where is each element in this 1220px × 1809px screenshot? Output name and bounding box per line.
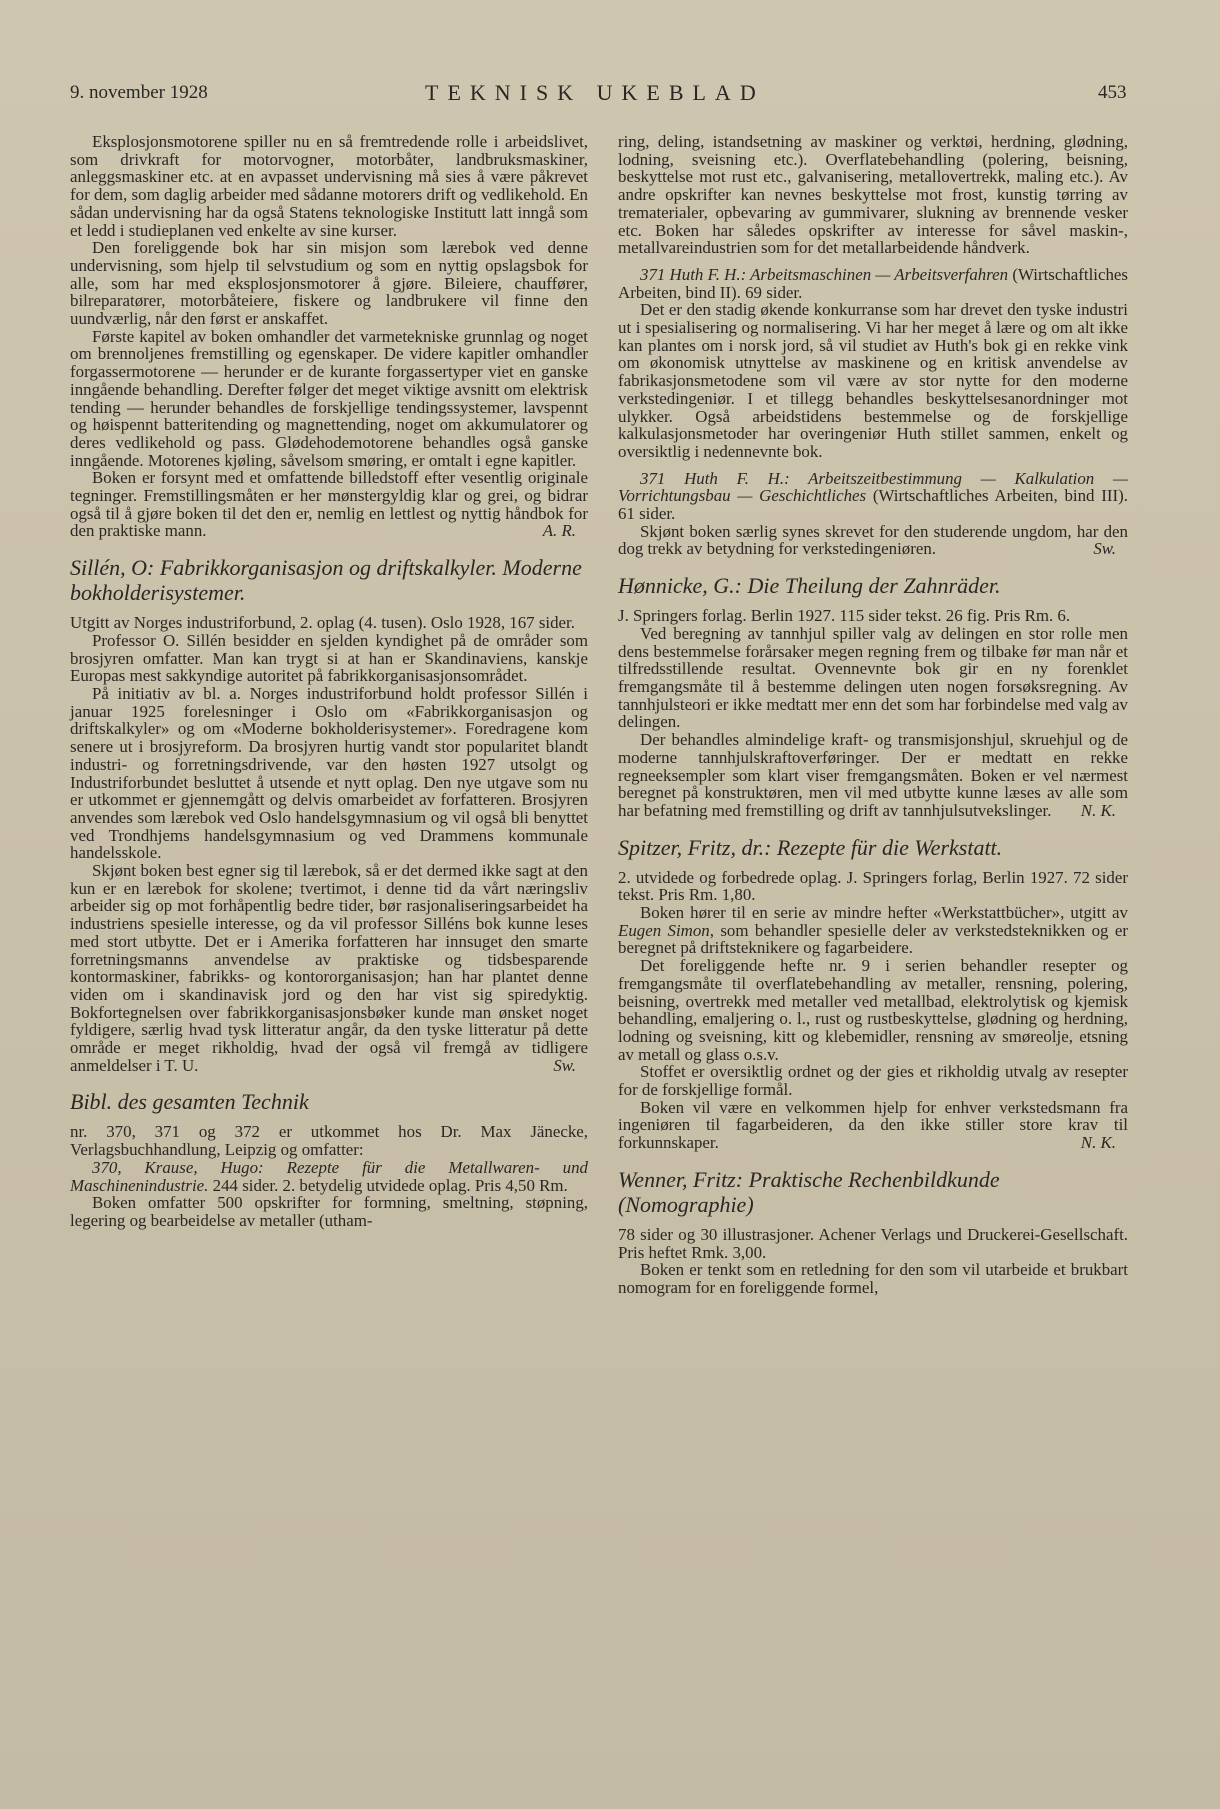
paragraph: Stoffet er oversiktlig ordnet og der gies et rikholdig utvalg av resepter for de forskjellige formål.: [618, 1062, 1128, 1100]
paragraph: Boken er tenkt som en retledning for den som vil utarbeide et brukbart nomogram for en foreliggende formel,: [618, 1260, 1128, 1297]
review-title-spitzer: Spitzer, Fritz, dr.: Rezepte für die Werkstatt.: [618, 834, 1003, 860]
paragraph: nr. 370, 371 og 372 er utkommet hos Dr. Max Jänecke, Verlagsbuchhandlung, Leipzig og omfatter:: [70, 1122, 588, 1160]
paragraph: Ved beregning av tannhjul spiller valg av delingen en stor rolle men dens bestemmelse forårsaker megen regning frem og tilbake før man når et tilfredsstillende resultat. Ovennevnte bok gir en ny forenklet fremgangsmåte til å bestemme delingen uten nogen forsøksregning. Av tannhjulsteori er ikke medtatt mer enn det som har forbindelse med valg av delingen.: [618, 623, 1128, 732]
paragraph: Første kapitel av boken omhandler det varmetekniske grunnlag og noget om brennoljenes fremstilling og egenskaper. De videre kapitler omhandler forgassermotorene — herunder er de kurante forgassertyper viet en ganske inngående behandling. Derefter følger det meget viktige avsnitt om elektrisk tending — herunder behandles de forskjellige tendingssystemer, lavspennt og høispennt batteritending og magnettending, noget om akkumulatorer og deres vedlikehold og pass. Glødehodemotorene behandles også ganske inngående. Motorenes kjøling, såvelsom smøring, er omtalt i egne kapitler.: [70, 326, 588, 470]
paragraph: På initiativ av bl. a. Norges industriforbund holdt professor Sillén i januar 1925 forelesninger i Oslo om «Fabrikkorganisasjon og driftskalkyler» og om «Moderne bokholderisystemer». Foredragene kom senere ut i brosjyreform. Da brosjyren hurtig vandt stor popularitet blandt industri- og forretningsdrivende, var den høsten 1927 utsolgt og Industriforbundet besluttet å utsende et nytt oplag. Den nye utgave som nu er utkommet er gjennemgått og delvis omarbeidet av forfatteren. Brosjyren anvendes som lærebok ved Oslo handelsgymnasium og vil også bli benyttet ved Trondhjems handelsgymnasium og ved Drammens kommunale handelsskole.: [70, 683, 588, 863]
entry-details: (Wirtschaftliches Arbeiten, bind III). 61 sider.: [618, 486, 1128, 524]
paragraph: [70, 862, 588, 1074]
editor-name: Eugen Simon: [618, 920, 710, 940]
review-title-bibl: Bibl. des gesamten Technik: [70, 1089, 309, 1115]
entry-details: 244 sider. 2. betydelig utvidede oplag. Pris 4,50 Rm.: [208, 1175, 568, 1195]
entry-details: (Wirtschaftliches Arbeiten, bind II). 69 sider.: [618, 264, 1128, 302]
review-title-honnicke: Hønnicke, G.: Die Theilung der Zahnräder.: [618, 573, 1001, 599]
paragraph-text: Boken er forsynt med et omfattende billedstoff efter vesentlig originale tegninger. Fremstillingsmåten er her mønstergyldig klar og grei, og bidrar også til å gjøre boken til det den er, nemlig en lettlest og nyttig håndbok for den praktiske mann.: [70, 468, 588, 541]
reviewer-signature: Sw.: [1093, 539, 1116, 559]
paragraph: [618, 523, 1128, 558]
left-column: [70, 133, 588, 1230]
paragraph-text: Der behandles almindelige kraft- og transmisjonshjul, skruehjul og de moderne tannhjulskraftoverføringer. Der er medtatt en rekke regneeksempler som klart viser fremgangsmåten. Boken er vel nærmest beregnet på konstruktøren, men vil med utbytte kunne læses av alle som har befatning med fremstilling og drift av tannhjulsutvekslinger.: [618, 730, 1128, 820]
header-page-number: 453: [1098, 82, 1127, 103]
reviewer-signature: N. K.: [1080, 1133, 1116, 1153]
reviewer-signature: A. R.: [542, 521, 576, 541]
publication-info: 2. utvidede og forbedrede oplag. J. Springers forlag, Berlin 1927. 72 sider tekst. Pris Rm. 1,80.: [618, 867, 1128, 905]
paragraph: Det foreliggende hefte nr. 9 i serien behandler resepter og fremgangsmåte til overflatebehandling av metaller, rensning, polering, beisning, overtrekk med metaller ved metallbad, elektrolytisk og kjemisk behandling, emaljering o. l., rust og rustbeskyttelse, glødning og herdning, lodning og sveisning, kitt og klebemidler, rensning av smøreolje, etsning av metall og glass o.s.v.: [618, 956, 1128, 1064]
paragraph: Den foreliggende bok har sin misjon som lærebok ved denne undervisning, som hjelp til selvstudium og som en nyttig opslagsbok for alle, som har med eksplosjonsmotorer å gjøre. Bileiere, chauffører, bilreparatører, motorbåteiere, fiskere og landbrukere vil finne den uundværlig, når den først er anskaffet.: [70, 238, 588, 329]
paragraph: [618, 1099, 1128, 1152]
reviewer-signature: N. K.: [1080, 800, 1116, 820]
entry-371: [618, 266, 1128, 301]
paragraph: Eksplosjonsmotorene spiller nu en så fremtredende rolle i arbeidslivet, som drivkraft for motorvogner, motorbåter, landbruksmaskiner, anleggsmaskiner etc. at en avpasset undervisning må sies å være påkrevet for dem, som daglig arbeider med sådanne motorers drift og vedlikehold. En sådan undervisning har da også Statens teknologiske Institutt latt inngå som et ledd i studieplanen ved enkelte av sine kurser.: [70, 132, 588, 240]
paragraph-text: Skjønt boken særlig synes skrevet for den studerende ungdom, har den dog trekk av betydning for verkstedingeniøren.: [618, 521, 1128, 559]
paragraph-text: Skjønt boken best egner sig til lærebok, så er det dermed ikke sagt at den kun er en lærebok for skolene; tvertimot, i denne tid da vårt næringsliv arbeider sig op mot forhåpentlig bedre tider, bør rasjonaliseringsarbeidet ha industriens spesielle interesse, og da vil professor Silléns bok kunne leses med stort utbytte. Det er i Amerika forfatteren har innsuget den smarte forretningsmanns anvendelse av praktiske og tidsbesparende kontormaskiner, fabrikks- og kontororganisasjon; han har plantet denne viden om i skandinavisk jord og den har vist sig spiredyktig. Bokfortegnelsen over fabrikkorganisasjonsbøker kunde man ønsket noget fyldigere, særlig hvad tysk litteratur angår, da den tyske litteratur på dette område er meget rikholdig, hvad der også vil fremgå av tidligere anmeldelser i T. U.: [70, 861, 588, 1075]
paragraph: ring, deling, istandsetning av maskiner og verktøi, herdning, glødning, lodning, sveisning etc.). Overflatebehandling (polering, beisning, beskyttelse mot rust etc., galvanisering, metallovertrekk, maling etc.). Av andre opskrifter kan nevnes beskyttelse mot frost, kunstig tørring av trematerialer, opbevaring av gummivarer, slukning av brennende vesker etc. Boken har således opskrifter av interesse for såvel maskin-, metallvareindustrien som for det metallarbeidende håndverk.: [618, 132, 1128, 258]
publication-info: Utgitt av Norges industriforbund, 2. oplag (4. tusen). Oslo 1928, 167 sider.: [70, 613, 575, 633]
paragraph: Boken omfatter 500 opskrifter for formning, smeltning, støpning, legering og bearbeidelse av metaller (utham-: [70, 1193, 588, 1230]
publication-info: J. Springers forlag. Berlin 1927. 115 sider tekst. 26 fig. Pris Rm. 6.: [618, 606, 1071, 626]
publication-info: 78 sider og 30 illustrasjoner. Achener Verlags und Druckerei-Gesellschaft. Pris heftet Rmk. 3,00.: [618, 1224, 1128, 1262]
entry-372: [618, 470, 1128, 523]
right-column: [618, 133, 1128, 1297]
page-header: [0, 82, 1220, 112]
paragraph-text: Boken vil være en velkommen hjelp for enhver verkstedsmann fra ingeniøren til fagarbeideren, da den ikke stiller store krav til forkunnskaper.: [618, 1097, 1128, 1153]
entry-title: 371 Huth F. H.: Arbeitsmaschinen — Arbeitsverfahren: [640, 264, 1009, 284]
entry-370: [70, 1159, 588, 1194]
paragraph: [618, 904, 1128, 957]
paragraph-text: , som behandler spesielle deler av verkstedsteknikken og er beregnet på driftsteknikere og fagarbeidere.: [618, 920, 1128, 958]
review-title-wenner: Wenner, Fritz: Praktische Rechenbildkunde (Nomographie): [618, 1166, 1000, 1217]
paragraph: Professor O. Sillén besidder en sjelden kyndighet på de områder som brosjyren omfatter. Man kan trygt si at han er Skandinaviens, kanskje Europas mest sakkyndige autoritet på fabrikkorganisasjonsområdet.: [70, 630, 588, 686]
paragraph: [618, 731, 1128, 820]
paragraph: [70, 469, 588, 540]
paragraph-text: Boken hører til en serie av mindre hefter «Werkstattbücher», utgitt av: [640, 903, 1128, 923]
entry-title: 370, Krause, Hugo: Rezepte für die Metallwaren- und Maschinenindustrie.: [70, 1157, 588, 1195]
reviewer-signature: Sw.: [553, 1055, 576, 1075]
review-title-sillen: Sillén, O: Fabrikkorganisasjon og driftskalkyler. Moderne bokholderisystemer.: [70, 555, 582, 606]
header-date: 9. november 1928: [70, 82, 208, 103]
entry-title: 371 Huth F. H.: Arbeitszeitbestimmung — Kalkulation — Vorrichtungsbau — Geschichtliches: [618, 468, 1128, 506]
header-journal-title: TEKNISK UKEBLAD: [425, 80, 765, 105]
paragraph: Det er den stadig økende konkurranse som har drevet den tyske industri ut i spesialisering og normalisering. Vi har her meget å lære og om alt ikke kan plantes om i norsk jord, så vil studiet av Huth's bok gi en rekke vink om økonomisk utnyttelse av maskinene og en kritisk anvendelse av fabrikasjonsmetodene som vil være av stor nytte for den moderne verkstedingeniør. I et tillegg behandles beskyttelsesanordninger mot ulykker. Også arbeidstidens bestemmelse og de forskjellige kalkulasjonsmetoder har overingeniør Huth stillet sammen, enkelt og oversiktlig i nedennevnte bok.: [618, 300, 1128, 461]
